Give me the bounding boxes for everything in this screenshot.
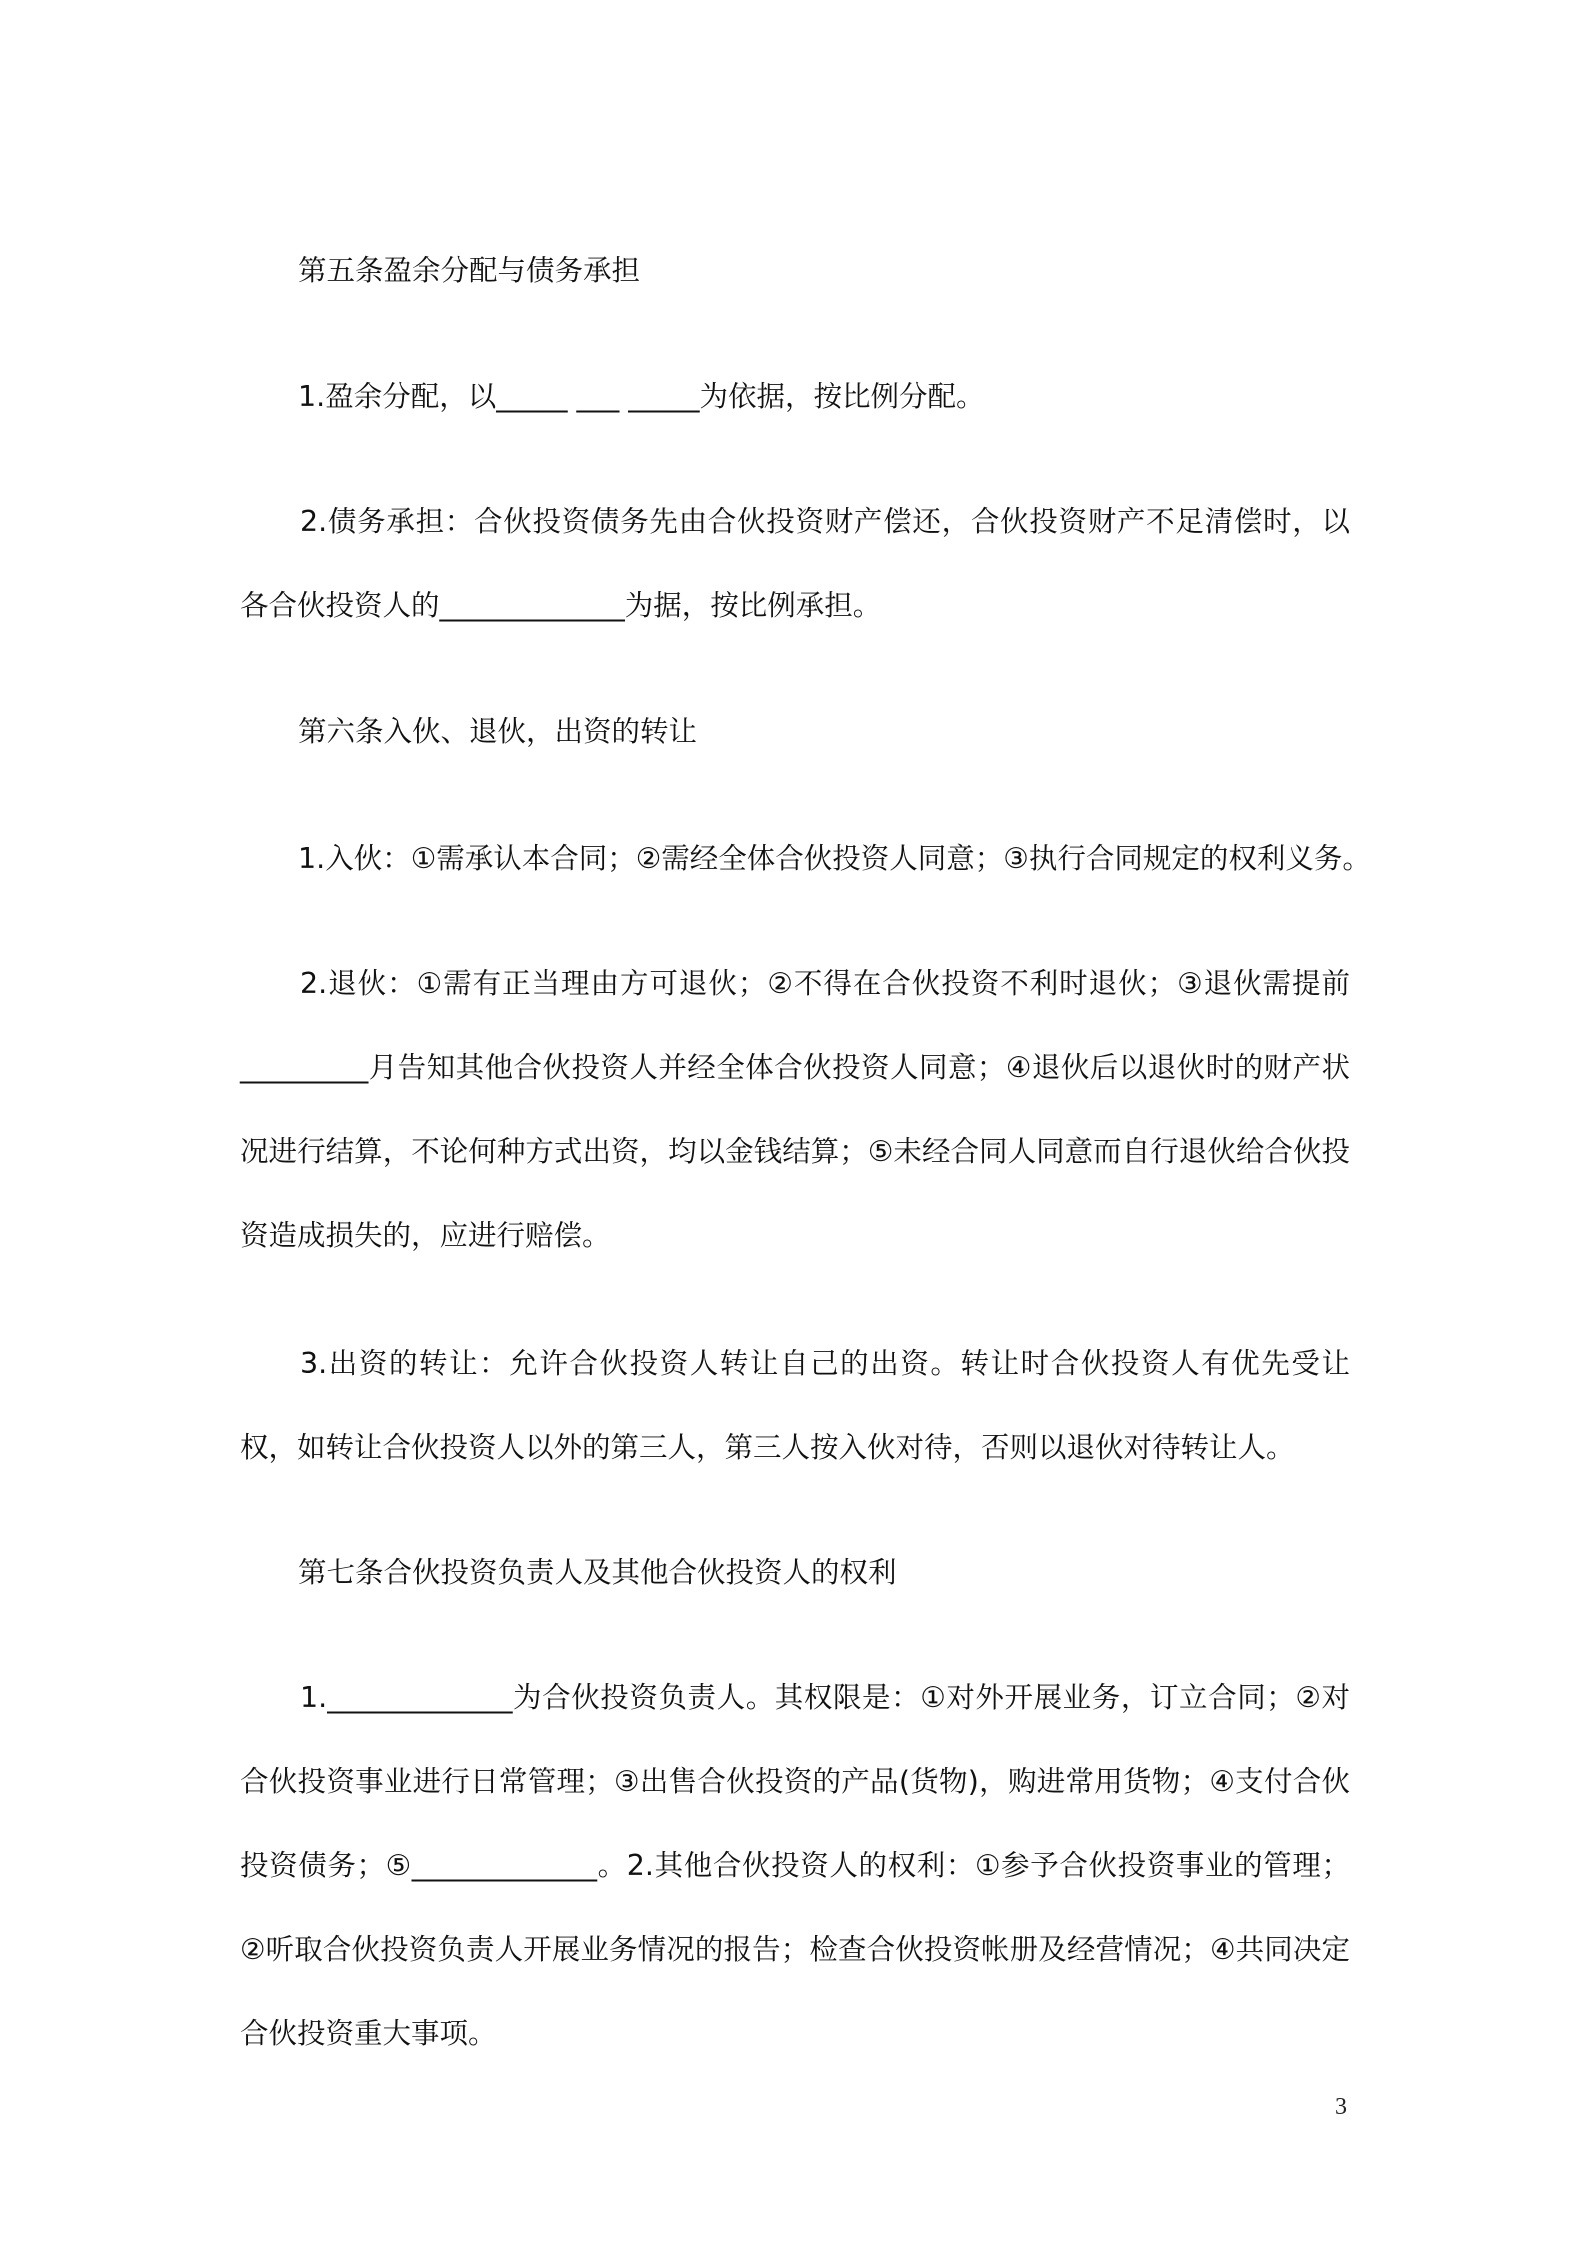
article-6-item-1: 1.入伙：①需承认本合同；②需经全体合伙投资人同意；③执行合同规定的权利义务。 <box>298 842 1371 875</box>
page-number: 3 <box>1335 2094 1347 2120</box>
article-6-item-3: 3.出资的转让：允许合伙投资人转让自己的出资。转让时合伙投资人有优先受让权，如转让合伙投资人以外的第三人，第三人按入伙对待，否则以退伙对待转让人。 <box>240 1347 1350 1464</box>
article-6-heading: 第六条入伙、退伙，出资的转让 <box>298 715 698 748</box>
article-5-heading: 第五条盈余分配与债务承担 <box>298 254 641 287</box>
article-7-item-1: 1._____________为合伙投资负责人。其权限是：①对外开展业务，订立合同；②对合伙投资事业进行日常管理；③出售合伙投资的产品(货物)，购进常用货物；④支付合伙投资债务；⑤_____________。2.其他合伙投资人的权利：①参予合伙投资事业的管理；②听取合伙投资负责人开展业务情况的报告；检查合伙投资帐册及经营情况；④共同决定合伙投资重大事项。 <box>240 1681 1350 2050</box>
article-6-item-2: 2.退伙：①需有正当理由方可退伙；②不得在合伙投资不利时退伙；③退伙需提前_________月告知其他合伙投资人并经全体合伙投资人同意；④退伙后以退伙时的财产状况进行结算，不论何种方式出资，均以金钱结算；⑤未经合同人同意而自行退伙给合伙投资造成损失的，应进行赔偿。 <box>240 967 1350 1252</box>
article-5-item-1: 1.盈余分配，以_____ ___ _____为依据，按比例分配。 <box>298 380 985 413</box>
article-5-item-2: 2.债务承担：合伙投资债务先由合伙投资财产偿还，合伙投资财产不足清偿时，以各合伙投资人的_____________为据，按比例承担。 <box>240 505 1350 622</box>
article-7-heading: 第七条合伙投资负责人及其他合伙投资人的权利 <box>298 1556 897 1589</box>
